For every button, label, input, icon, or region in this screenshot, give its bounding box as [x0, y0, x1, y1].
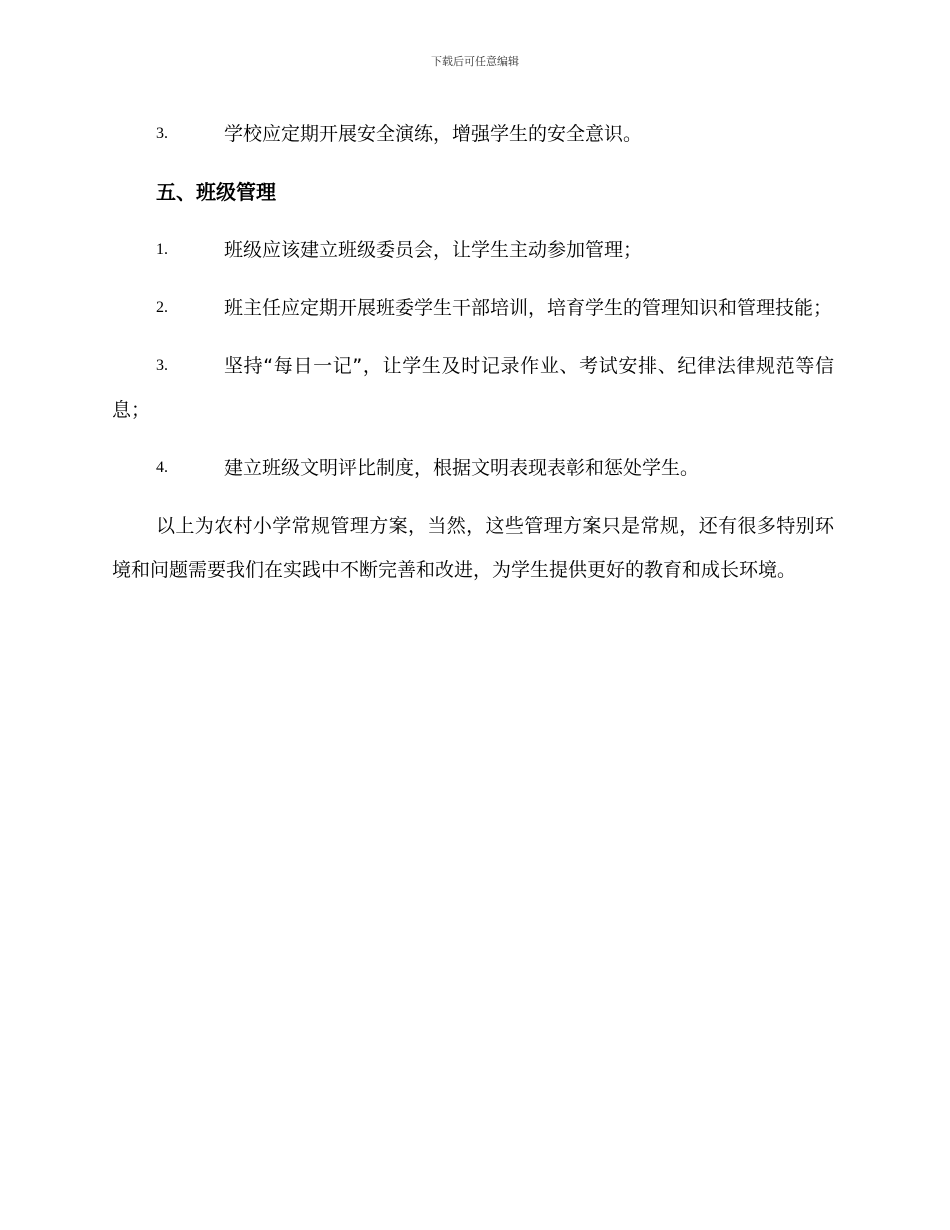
conclusion-paragraph: 以上为农村小学常规管理方案，当然，这些管理方案只是常规，还有很多特别环境和问题需要我们在实践中不断完善和改进，为学生提供更好的教育和成长环境。: [112, 515, 834, 581]
list-item: [112, 228, 834, 272]
list-item: [112, 286, 834, 330]
list-item-text: 学校应定期开展安全演练，增强学生的安全意识。: [224, 123, 643, 145]
page-header: 下载后可任意编辑: [431, 55, 519, 68]
list-item-number: 3.: [156, 125, 168, 142]
list-item: [112, 446, 834, 490]
list-item-safety-drill: [112, 112, 834, 156]
list-item-number: 1.: [156, 241, 168, 258]
list-item-number: 4.: [156, 459, 168, 476]
list-item-text: 班主任应定期开展班委学生干部培训，培育学生的管理知识和管理技能；: [224, 297, 833, 319]
list-item-number: 2.: [156, 299, 168, 316]
list-item-text: 坚持“每日一记”，让学生及时记录作业、考试安排、纪律法律规范等信息；: [112, 355, 834, 421]
document-body: [112, 112, 834, 592]
section-heading: 五、班级管理: [156, 180, 276, 204]
list-item: [112, 344, 834, 432]
list-item-text: 班级应该建立班级委员会，让学生主动参加管理；: [224, 239, 643, 261]
list-item-number: 3.: [156, 357, 168, 374]
list-item-text: 建立班级文明评比制度，根据文明表现表彰和惩处学生。: [224, 457, 700, 479]
